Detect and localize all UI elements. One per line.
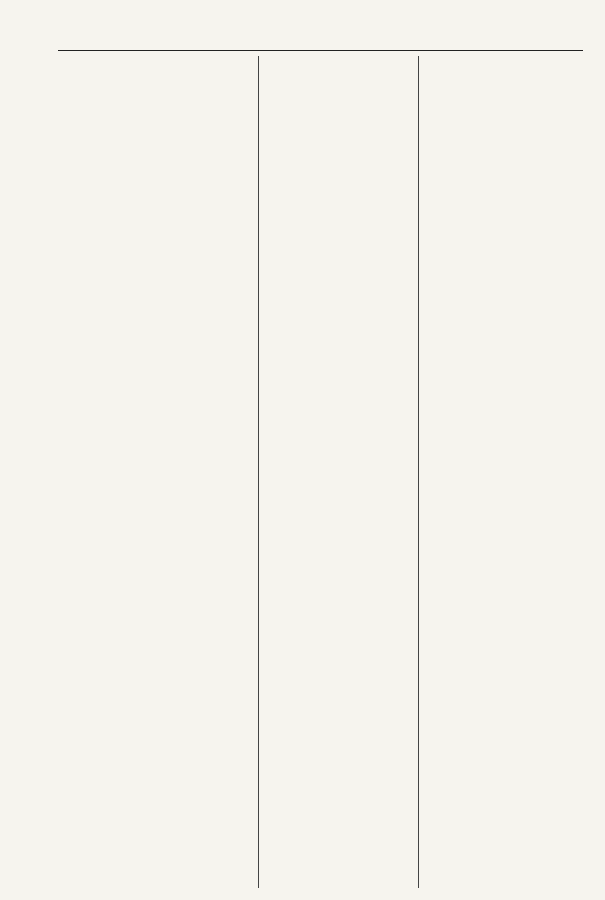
column-divider bbox=[418, 56, 419, 888]
column-divider bbox=[258, 56, 259, 888]
page-header bbox=[58, 32, 583, 51]
